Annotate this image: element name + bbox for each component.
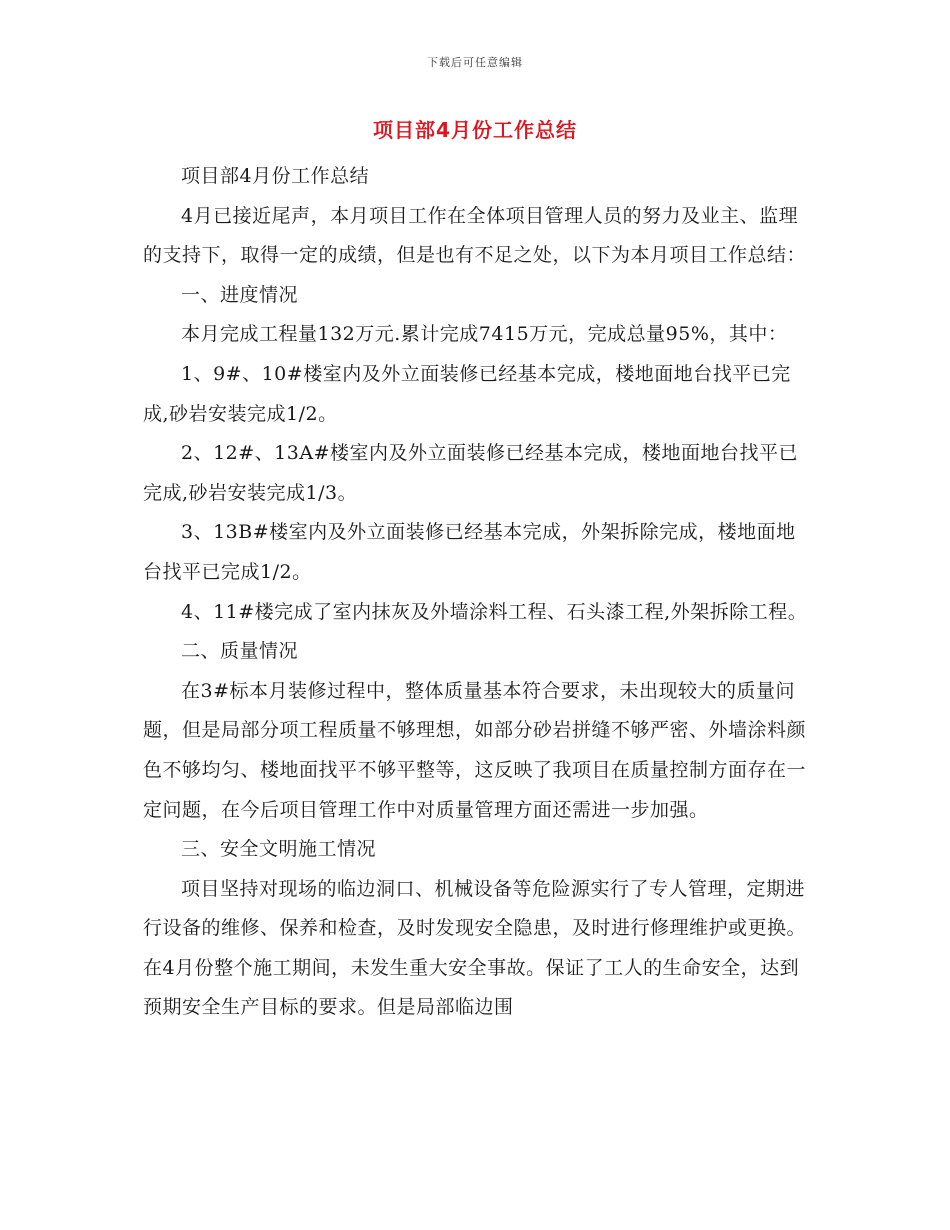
section-heading-quality: 二、质量情况 bbox=[181, 640, 299, 663]
section-heading-progress: 一、进度情况 bbox=[181, 283, 299, 306]
paragraph-safety: 项目坚持对现场的临边洞口、机械设备等危险源实行了专人管理，定期进行设备的维修、保养和检查，及时发现安全隐患，及时进行修理维护或更换。在4月份整个施工期间，未发生重大安全事故。保证了工人的生命安全，达到预期安全生产目标的要求。但是局部临边围 bbox=[143, 877, 807, 1019]
list-item-progress-1: 1、9#、10#楼室内及外立面装修已经基本完成，楼地面地台找平已完成,砂岩安装完成1/2。 bbox=[143, 362, 791, 425]
paragraph-quality: 在3#标本月装修过程中，整体质量基本符合要求，未出现较大的质量问题，但是局部分项工程质量不够理想，如部分砂岩拼缝不够严密、外墙涂料颜色不够均匀、楼地面找平不够平整等，这反映了我项目在质量控制方面存在一定问题，在今后项目管理工作中对质量管理方面还需进一步加强。 bbox=[143, 679, 807, 821]
document-body bbox=[143, 157, 808, 1028]
paragraph-progress-summary: 本月完成工程量132万元.累计完成7415万元，完成总量95%，其中： bbox=[181, 323, 788, 346]
list-item-progress-3: 3、13B#楼室内及外立面装修已经基本完成，外架拆除完成，楼地面地台找平已完成1/2。 bbox=[143, 521, 796, 583]
section-heading-safety: 三、安全文明施工情况 bbox=[181, 838, 377, 861]
list-item-progress-4: 4、11#楼完成了室内抹灰及外墙涂料工程、石头漆工程,外架拆除工程。 bbox=[181, 600, 808, 623]
paragraph-intro: 4月已接近尾声，本月项目工作在全体项目管理人员的努力及业主、监理的支持下，取得一定的成绩，但是也有不足之处，以下为本月项目工作总结： bbox=[143, 204, 807, 267]
list-item-progress-2: 2、12#、13A#楼室内及外立面装修已经基本完成，楼地面地台找平已完成,砂岩安装完成1/3。 bbox=[143, 442, 799, 504]
document-title: 项目部4月份工作总结 bbox=[373, 118, 577, 142]
paragraph-subtitle: 项目部4月份工作总结 bbox=[181, 165, 370, 187]
header-note: 下载后可任意编辑 bbox=[427, 56, 523, 69]
